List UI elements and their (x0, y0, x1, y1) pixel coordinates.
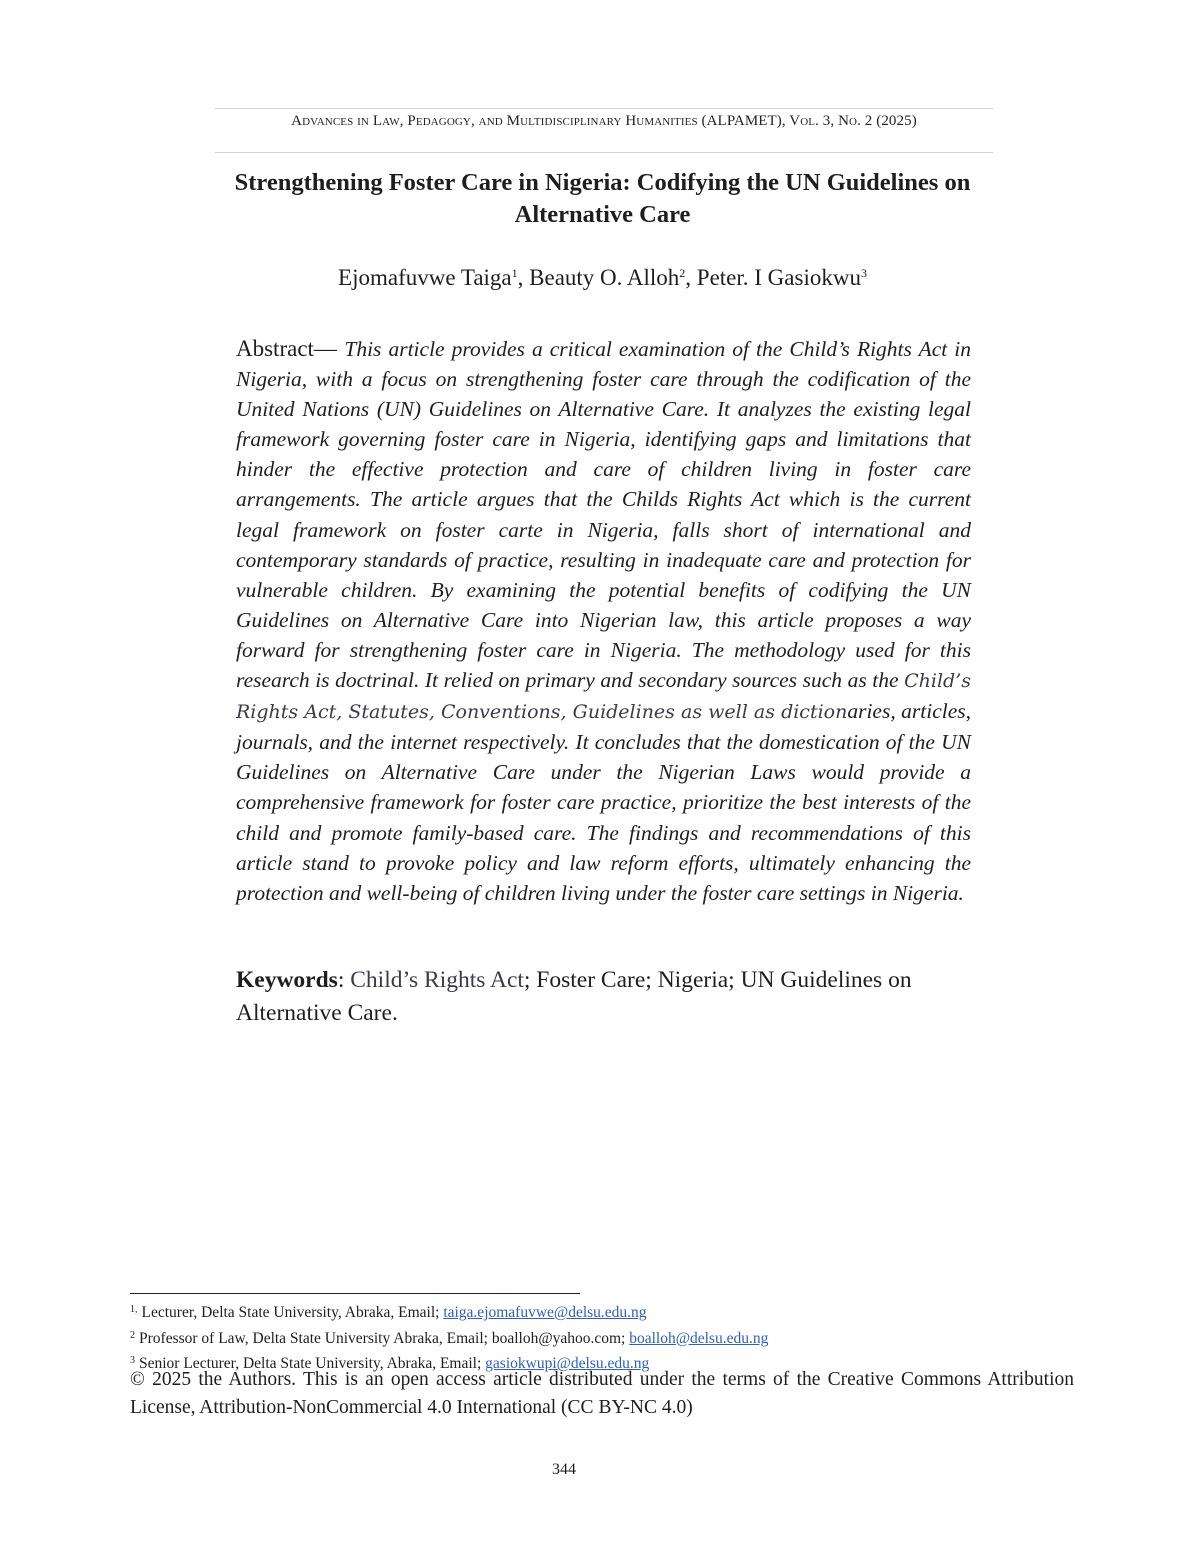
page-number: 344 (552, 1461, 576, 1478)
author: Beauty O. Alloh$^2$, (529, 265, 697, 290)
article-title: Strengthening Foster Care in Nigeria: Codifying the UN Guidelines on Alternative Care (234, 169, 971, 228)
author: Peter. I Gasiokwu$^3$ (696, 265, 867, 290)
footnote-mark: 1, (130, 1304, 138, 1315)
abstract (236, 334, 971, 908)
keywords-label: Keywords (236, 967, 338, 993)
author-affiliation-mark: 2 (679, 266, 686, 280)
email-link[interactable]: taiga.ejomafuvwe@delsu.edu.ng (443, 1304, 647, 1321)
header-top-rule (215, 108, 993, 109)
footnote-1: $^{1,}$ Lecturer, Delta State University, Abraka, Email; taiga.ejomafuvwe@delsu.edu.ng (130, 1304, 647, 1321)
footnote-mark: 2 (130, 1329, 135, 1341)
abstract-text-conclusion: aries, articles, journals, and the internet respectively. It concludes that the domestication of the UN Guidelines on Alternative Care under the Nigerian Laws would provide a comprehensive framework for foster care practice, prioritize the best interests of the child and promote family-based care. The findings and recommendations of this article stand to provoke policy and law reform efforts, ultimately enhancing the protection and well-being of children living under the foster care settings in Nigeria. (236, 699, 971, 905)
email-link[interactable]: gasiokwupi@delsu.edu.ng (485, 1355, 650, 1372)
abstract-text-sources: Child’s Rights Act, Statutes, Conventions, Guidelines as well as diction (236, 670, 971, 724)
abstract-label: Abstract— (236, 336, 345, 361)
footnote-2: $^2$ Professor of Law, Delta State University Abraka, Email; boalloh@yahoo.com; boalloh@delsu.edu.ng (130, 1329, 769, 1347)
license-notice: © 2025 the Authors. This is an open access article distributed under the terms of the Creative Commons Attribution License, Attribution-NonCommercial 4.0 International (CC BY-NC 4.0) (130, 1369, 1074, 1418)
header-bottom-rule (215, 152, 993, 153)
author-affiliation-mark: 1 (511, 266, 518, 280)
footnote-mark: 3 (130, 1355, 135, 1366)
author-affiliation-mark: 3 (860, 266, 867, 280)
keyword-list: ; Foster Care; Nigeria; UN Guidelines on Alternative Care. (236, 967, 912, 1026)
author-list (230, 265, 975, 291)
email-plain: boalloh@yahoo.com; (491, 1329, 630, 1347)
footnotes (130, 1299, 1080, 1376)
keywords: Keywords: Child’s Rights Act; Foster Care; Nigeria; UN Guidelines on Alternative Care. (236, 967, 912, 1026)
author: Ejomafuvwe Taiga$^1$, (338, 265, 530, 290)
abstract-text: This article provides a critical examination of the Child’s Rights Act in Nigeria, with a focus on strengthening foster care through the codification of the United Nations (UN) Guidelines on Alternative Care. It analyzes the existing legal framework governing foster care in Nigeria, identifying gaps and limitations that hinder the effective protection and care of children living in foster care arrangements. The article argues that the Childs Rights Act which is the current legal framework on foster carte in Nigeria, falls short of international and contemporary standards of practice, resulting in inadequate care and protection for vulnerable children. By examining the potential benefits of codifying the UN Guidelines on Alternative Care into Nigerian law, this article proposes a way forward for strengthening foster care in Nigeria. The methodology used for this research is doctrinal. It relied on primary and secondary sources such as the (236, 337, 971, 693)
keyword: Child’s Rights Act (350, 967, 524, 993)
footnote-separator (130, 1293, 580, 1294)
running-header: Advances in Law, Pedagogy, and Multidisciplinary Humanities (ALPAMET), Vol. 3, No. 2 (2025) (291, 113, 917, 129)
email-link[interactable]: boalloh@delsu.edu.ng (629, 1329, 769, 1347)
footnote-3: $^3$ Senior Lecturer, Delta State University, Abraka, Email; gasiokwupi@delsu.edu.ng (130, 1355, 650, 1372)
